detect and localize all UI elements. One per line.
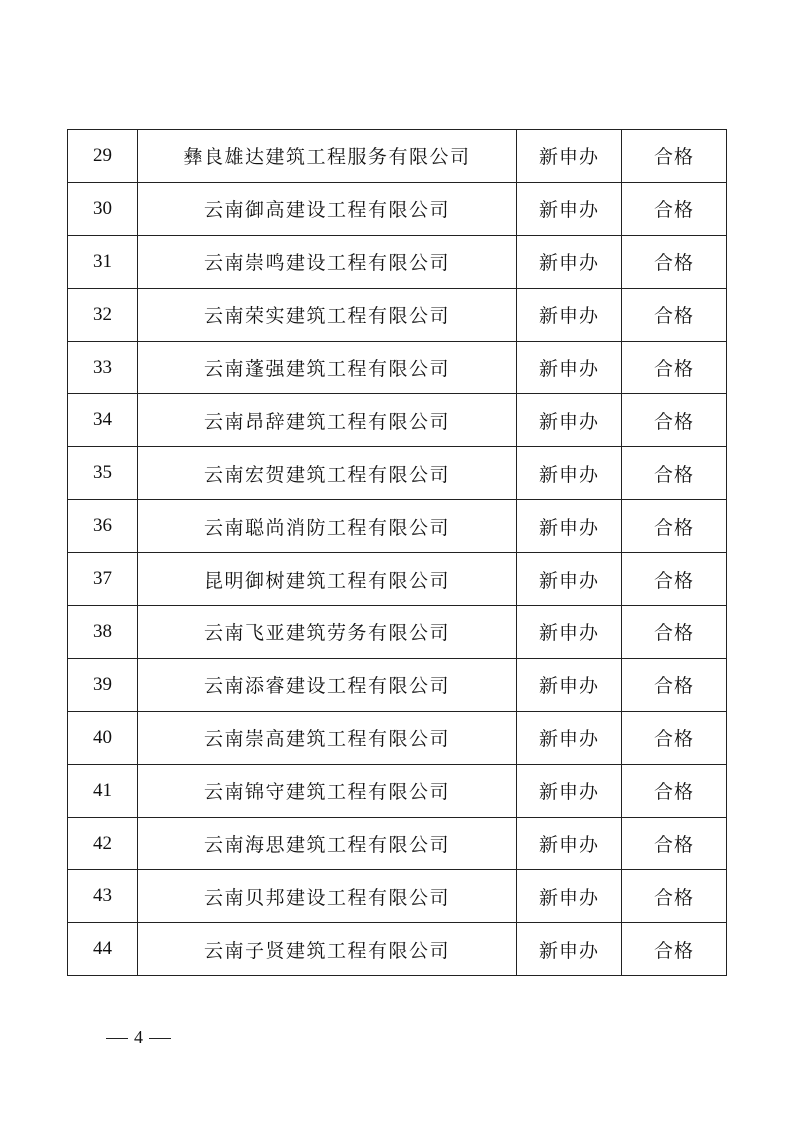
application-type-cell: 新申办 [517, 182, 622, 235]
table-row [68, 235, 727, 288]
result-cell: 合格 [622, 923, 727, 976]
row-number-cell: 30 [68, 182, 138, 235]
company-name-cell: 云南昂辞建筑工程有限公司 [138, 394, 517, 447]
application-type-cell: 新申办 [517, 341, 622, 394]
company-name-cell: 昆明御树建筑工程有限公司 [138, 553, 517, 606]
result-cell: 合格 [622, 447, 727, 500]
application-type-cell: 新申办 [517, 130, 622, 183]
company-name-cell: 云南飞亚建筑劳务有限公司 [138, 606, 517, 659]
result-cell: 合格 [622, 394, 727, 447]
result-cell: 合格 [622, 500, 727, 553]
row-number-cell: 36 [68, 500, 138, 553]
row-number-cell: 33 [68, 341, 138, 394]
result-cell: 合格 [622, 870, 727, 923]
result-cell: 合格 [622, 235, 727, 288]
table-row [68, 870, 727, 923]
table-row [68, 658, 727, 711]
application-type-cell: 新申办 [517, 764, 622, 817]
row-number-cell: 40 [68, 711, 138, 764]
table-row [68, 130, 727, 183]
company-name-cell: 云南锦守建筑工程有限公司 [138, 764, 517, 817]
table-row [68, 182, 727, 235]
application-type-cell: 新申办 [517, 923, 622, 976]
table-row [68, 447, 727, 500]
row-number-cell: 38 [68, 606, 138, 659]
application-type-cell: 新申办 [517, 553, 622, 606]
row-number-cell: 34 [68, 394, 138, 447]
application-type-cell: 新申办 [517, 288, 622, 341]
company-name-cell: 云南崇鸣建设工程有限公司 [138, 235, 517, 288]
application-type-cell: 新申办 [517, 235, 622, 288]
result-cell: 合格 [622, 711, 727, 764]
table-row [68, 923, 727, 976]
row-number-cell: 39 [68, 658, 138, 711]
application-type-cell: 新申办 [517, 817, 622, 870]
footer-dash-right [149, 1038, 171, 1039]
application-type-cell: 新申办 [517, 447, 622, 500]
table-row [68, 341, 727, 394]
table-row [68, 553, 727, 606]
company-name-cell: 云南崇高建筑工程有限公司 [138, 711, 517, 764]
result-cell: 合格 [622, 341, 727, 394]
row-number-cell: 29 [68, 130, 138, 183]
row-number-cell: 43 [68, 870, 138, 923]
row-number-cell: 35 [68, 447, 138, 500]
result-cell: 合格 [622, 288, 727, 341]
company-name-cell: 云南荣实建筑工程有限公司 [138, 288, 517, 341]
application-type-cell: 新申办 [517, 500, 622, 553]
result-cell: 合格 [622, 658, 727, 711]
row-number-cell: 32 [68, 288, 138, 341]
result-cell: 合格 [622, 130, 727, 183]
row-number-cell: 42 [68, 817, 138, 870]
table-row [68, 500, 727, 553]
company-name-cell: 云南添睿建设工程有限公司 [138, 658, 517, 711]
page-number: 4 [134, 1027, 143, 1047]
company-name-cell: 彝良雄达建筑工程服务有限公司 [138, 130, 517, 183]
company-name-cell: 云南子贤建筑工程有限公司 [138, 923, 517, 976]
company-name-cell: 云南聪尚消防工程有限公司 [138, 500, 517, 553]
table-row [68, 606, 727, 659]
row-number-cell: 41 [68, 764, 138, 817]
application-type-cell: 新申办 [517, 394, 622, 447]
company-name-cell: 云南蓬强建筑工程有限公司 [138, 341, 517, 394]
page-footer [100, 1027, 180, 1048]
table-row [68, 394, 727, 447]
result-cell: 合格 [622, 817, 727, 870]
qualification-table [67, 129, 727, 976]
application-type-cell: 新申办 [517, 711, 622, 764]
company-name-cell: 云南御高建设工程有限公司 [138, 182, 517, 235]
company-name-cell: 云南贝邦建设工程有限公司 [138, 870, 517, 923]
application-type-cell: 新申办 [517, 658, 622, 711]
table-row [68, 817, 727, 870]
result-cell: 合格 [622, 606, 727, 659]
table-row [68, 288, 727, 341]
result-cell: 合格 [622, 764, 727, 817]
table-row [68, 764, 727, 817]
application-type-cell: 新申办 [517, 870, 622, 923]
row-number-cell: 31 [68, 235, 138, 288]
company-name-cell: 云南宏贺建筑工程有限公司 [138, 447, 517, 500]
application-type-cell: 新申办 [517, 606, 622, 659]
result-cell: 合格 [622, 553, 727, 606]
row-number-cell: 44 [68, 923, 138, 976]
row-number-cell: 37 [68, 553, 138, 606]
table-row [68, 711, 727, 764]
table-body [68, 130, 727, 976]
footer-dash-left [106, 1038, 128, 1039]
company-name-cell: 云南海思建筑工程有限公司 [138, 817, 517, 870]
result-cell: 合格 [622, 182, 727, 235]
